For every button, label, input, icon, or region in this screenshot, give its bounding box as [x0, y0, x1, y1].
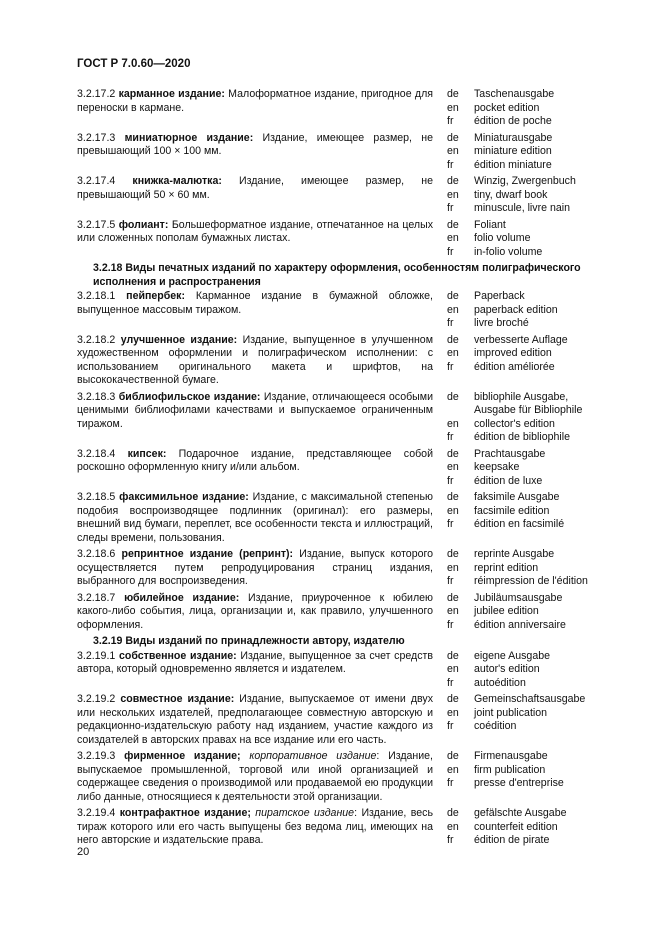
equivalent-term: miniature edition [474, 145, 552, 157]
definition-text: Издание, выпущенное в улучшенном художественном оформлении и полиграфическом исполнении: с использованием оригинального макета и шрифтов, на высококачественной бумаге. [77, 333, 433, 386]
term-synonym: пиратское издание [250, 807, 355, 819]
term-name: миниатюрное издание: [124, 131, 254, 144]
language-code: de [447, 290, 459, 302]
equivalent-row [447, 562, 597, 576]
equivalent-term: Jubiläumsausgabe [474, 591, 563, 604]
definition-text: Издание, отличающееся особыми ценимыми библиофилами качествами и выпускаемое ограниченным тиражом. [77, 390, 433, 430]
equivalent-row [447, 663, 597, 677]
term-entry [77, 290, 597, 331]
equivalent-term: jubilee edition [474, 605, 539, 617]
language-code: en [447, 461, 459, 473]
language-code: de [447, 447, 459, 460]
language-code: en [447, 232, 459, 244]
equivalent-term: Firmenausgabe [474, 750, 548, 762]
equivalent-row [447, 132, 597, 146]
term-name: фирменное издание; [124, 750, 241, 762]
term-name: юбилейное издание: [124, 591, 240, 604]
foreign-equivalents [447, 290, 597, 331]
term-name: собственное издание: [119, 649, 237, 662]
equivalent-term: autor's edition [474, 663, 540, 675]
equivalent-row [447, 404, 597, 418]
language-code: en [447, 663, 459, 675]
language-code: fr [447, 474, 454, 487]
equivalent-row [447, 418, 597, 432]
equivalent-row [447, 159, 597, 173]
equivalent-row [447, 175, 597, 189]
language-code: de [447, 131, 459, 144]
term-number: 3.2.19.1 [77, 649, 116, 662]
language-code: de [447, 333, 459, 346]
term-name: библиофильское издание: [118, 390, 261, 403]
language-code: de [447, 693, 459, 705]
language-code: en [447, 145, 459, 157]
equivalent-row [447, 592, 597, 606]
term-number: 3.2.18.4 [77, 447, 116, 460]
term-number: 3.2.18.6 [77, 548, 116, 560]
foreign-equivalents [447, 807, 597, 848]
definition-text: : Издание, выпускаемое промышленной, торговой или иной организацией и содержащее сведения о производимой или продаваемой ею продукции либо данные, относящиеся к деятельности этой организации. [77, 750, 433, 803]
language-code: fr [447, 834, 454, 846]
foreign-equivalents [447, 548, 597, 589]
equivalent-row [447, 431, 597, 445]
equivalent-term: in-folio volume [474, 245, 543, 258]
language-code: de [447, 390, 459, 403]
equivalent-term: reprinte Ausgabe [474, 548, 555, 560]
language-code: en [447, 417, 459, 430]
equivalent-row [447, 202, 597, 216]
equivalent-term: joint publication [474, 706, 548, 719]
equivalent-term: presse d'entreprise [474, 777, 564, 789]
definition-text: Малоформатное издание, пригодное для переноски в кармане. [77, 88, 433, 114]
foreign-equivalents [447, 650, 597, 691]
equivalent-term: édition de luxe [474, 474, 543, 487]
equivalent-term: Taschenausgabe [474, 88, 555, 100]
term-definition [77, 807, 433, 848]
foreign-equivalents [447, 693, 597, 734]
language-code: de [447, 750, 459, 762]
equivalent-row [447, 548, 597, 562]
equivalent-term: counterfeit edition [474, 820, 558, 833]
equivalent-row [447, 115, 597, 129]
equivalent-term: réimpression de l'édition [474, 575, 588, 587]
equivalent-term: reprint edition [474, 561, 539, 574]
language-code: fr [447, 317, 454, 329]
definition-text: Издание, выпуск которого осуществляется путем репродуцирования страниц издания, выбранного для воспроизведения. [77, 548, 434, 587]
term-definition [77, 750, 433, 804]
equivalent-row [447, 145, 597, 159]
definition-text: Издание, имеющее размер, не превышающий 100 × 100 мм. [77, 131, 433, 157]
equivalent-term: coédition [474, 720, 517, 732]
language-code: en [447, 347, 459, 359]
term-entry [77, 391, 597, 445]
equivalent-row [447, 361, 597, 375]
language-code: de [447, 175, 459, 187]
term-number: 3.2.17.5 [77, 218, 116, 231]
equivalent-row [447, 189, 597, 203]
equivalent-row [447, 347, 597, 361]
equivalent-row [447, 821, 597, 835]
equivalent-row [447, 750, 597, 764]
equivalent-row [447, 764, 597, 778]
equivalent-row [447, 219, 597, 233]
equivalent-term: édition de poche [474, 115, 552, 127]
language-code: de [447, 649, 459, 662]
term-name: совместное издание: [120, 693, 235, 705]
term-entry [77, 175, 597, 216]
term-number: 3.2.18.1 [77, 290, 116, 302]
term-entry [77, 693, 597, 747]
equivalent-row [447, 518, 597, 532]
equivalent-row [447, 807, 597, 821]
equivalent-term: folio volume [474, 232, 531, 244]
foreign-equivalents [447, 391, 597, 445]
equivalent-term: firm publication [474, 763, 546, 776]
equivalent-term: verbesserte Auflage [474, 333, 568, 346]
equivalent-term: Winzig, Zwergenbuch [474, 175, 576, 187]
language-code: en [447, 763, 459, 776]
term-entry [77, 448, 597, 489]
term-number: 3.2.17.4 [77, 175, 116, 187]
equivalent-term: paperback edition [474, 303, 558, 316]
foreign-equivalents [447, 334, 597, 375]
equivalent-term: édition anniversaire [474, 618, 566, 631]
document-header: ГОСТ Р 7.0.60—2020 [77, 58, 191, 70]
language-code: de [447, 807, 459, 819]
language-code: fr [447, 202, 454, 214]
equivalent-row [447, 720, 597, 734]
equivalent-row [447, 317, 597, 331]
term-definition [77, 592, 433, 633]
definition-text: Издание, выпускаемое от имени двух или нескольких издателей, предполагающее совместную авторскую и редакционно-издательскую работу над изданием, участие каждого из соиздателей в авторских правах на все издание или его часть. [77, 693, 433, 746]
equivalent-row [447, 575, 597, 589]
equivalent-term: édition améliorée [474, 360, 555, 373]
glossary-content [77, 88, 597, 851]
term-name: карманное издание: [118, 88, 225, 100]
term-definition [77, 88, 433, 115]
equivalent-row [447, 650, 597, 664]
term-definition [77, 548, 433, 589]
equivalent-row [447, 777, 597, 791]
language-code: de [447, 491, 459, 503]
language-code: de [447, 591, 459, 604]
equivalent-term: facsimile edition [474, 504, 550, 517]
language-code: en [447, 820, 459, 833]
language-code: en [447, 188, 459, 201]
term-name: фолиант: [118, 218, 169, 231]
equivalent-row [447, 693, 597, 707]
term-definition [77, 219, 433, 246]
term-entry [77, 88, 597, 129]
term-name: кипсек: [127, 447, 167, 460]
equivalent-row [447, 491, 597, 505]
language-code: fr [447, 618, 454, 631]
term-definition [77, 491, 433, 545]
foreign-equivalents [447, 592, 597, 633]
equivalent-term: keepsake [474, 461, 520, 473]
equivalent-term: faksimile Ausgabe [474, 491, 560, 503]
term-definition [77, 448, 433, 475]
foreign-equivalents [447, 132, 597, 173]
definition-text: : Издание, весь тираж которого или его часть выпущены без ведома лиц, имеющих на него авторские и издательские права. [77, 807, 433, 846]
language-code: en [447, 504, 459, 517]
equivalent-term: Gemeinschaftsausgabe [474, 693, 586, 705]
equivalent-row [447, 290, 597, 304]
term-entry [77, 219, 597, 260]
language-code: fr [447, 360, 454, 373]
equivalent-term: improved edition [474, 347, 552, 359]
term-definition [77, 290, 433, 317]
equivalent-term: Ausgabe für Bibliophile [474, 404, 583, 416]
language-code: de [447, 548, 459, 560]
equivalent-term: pocket edition [474, 101, 540, 114]
equivalent-row [447, 102, 597, 116]
language-code: de [447, 88, 459, 100]
term-entry [77, 548, 597, 589]
term-name: пейпербек: [126, 290, 186, 302]
equivalent-row [447, 334, 597, 348]
term-entry [77, 132, 597, 173]
equivalent-term: édition de bibliophile [474, 431, 571, 443]
equivalent-term: collector's edition [474, 417, 555, 430]
term-name: репринтное издание (репринт): [121, 548, 294, 560]
equivalent-row [447, 505, 597, 519]
term-number: 3.2.19.2 [77, 693, 116, 705]
equivalent-row [447, 707, 597, 721]
equivalent-row [447, 605, 597, 619]
equivalent-row [447, 677, 597, 691]
language-code: fr [447, 115, 454, 127]
definition-text: Издание, выпущенное за счет средств автора, который одновременно является и издателем. [77, 649, 433, 675]
equivalent-row [447, 834, 597, 848]
equivalent-row [447, 448, 597, 462]
language-code: fr [447, 158, 454, 171]
term-entry [77, 491, 597, 545]
term-number: 3.2.18.3 [77, 390, 116, 403]
term-entry [77, 592, 597, 633]
definition-text: Подарочное издание, представляющее собой роскошно оформленную книгу и/или альбом. [77, 447, 433, 473]
equivalent-term: gefälschte Ausgabe [474, 807, 567, 819]
equivalent-term: Paperback [474, 290, 525, 302]
foreign-equivalents [447, 491, 597, 532]
language-code: fr [447, 431, 454, 443]
foreign-equivalents [447, 448, 597, 489]
equivalent-term: édition miniature [474, 158, 552, 171]
language-code: fr [447, 518, 454, 530]
term-synonym: корпоративное издание [240, 750, 377, 762]
term-number: 3.2.18.2 [77, 333, 116, 346]
equivalent-row [447, 88, 597, 102]
term-number: 3.2.18.5 [77, 491, 116, 503]
language-code: fr [447, 245, 454, 258]
foreign-equivalents [447, 88, 597, 129]
term-name: контрафактное издание; [119, 807, 251, 819]
definition-text: Издание, имеющее размер, не превышающий 50 × 60 мм. [77, 175, 433, 201]
definition-text: Карманное издание в бумажной обложке, выпущенное массовым тиражом. [77, 290, 433, 316]
equivalent-term: minuscule, livre nain [474, 202, 570, 214]
page-number: 20 [77, 846, 90, 858]
term-entry [77, 807, 597, 848]
definition-text: Большеформатное издание, отпечатанное на целых или сложенных пополам бумажных листах. [77, 218, 433, 244]
term-entry [77, 750, 597, 804]
term-definition [77, 175, 433, 202]
equivalent-row [447, 304, 597, 318]
term-definition [77, 693, 433, 747]
term-number: 3.2.17.3 [77, 131, 116, 144]
equivalent-row [447, 461, 597, 475]
term-name: книжка-малютка: [132, 175, 222, 187]
definition-text: Издание, с максимальной степенью подобия воспроизводящее подлинник (оригинал): его размеры, внешний вид бумаги, переплет, все особенности текста и иллюстраций, следы времени, пользования. [77, 491, 434, 544]
language-code: fr [447, 720, 454, 732]
section-heading: 3.2.18 Виды печатных изданий по характеру оформления, особенностям полиграфического исполнения и распространения [93, 262, 581, 288]
equivalent-row [447, 232, 597, 246]
equivalent-row [447, 475, 597, 489]
language-code: fr [447, 575, 454, 587]
equivalent-term: autoédition [474, 676, 526, 689]
term-definition [77, 650, 433, 677]
equivalent-term: bibliophile Ausgabe, [474, 390, 569, 403]
term-number: 3.2.18.7 [77, 591, 116, 604]
language-code: en [447, 561, 459, 574]
term-number: 3.2.19.4 [77, 807, 116, 819]
equivalent-term: édition de pirate [474, 834, 550, 846]
language-code: de [447, 218, 459, 231]
term-definition [77, 391, 433, 432]
language-code: en [447, 101, 459, 114]
equivalent-row [447, 619, 597, 633]
language-code: fr [447, 777, 454, 789]
language-code: fr [447, 676, 454, 689]
equivalent-term: Foliant [474, 218, 506, 231]
foreign-equivalents [447, 750, 597, 791]
term-number: 3.2.17.2 [77, 88, 116, 100]
equivalent-term: tiny, dwarf book [474, 188, 548, 201]
term-number: 3.2.19.3 [77, 750, 116, 762]
equivalent-term: Miniaturausgabe [474, 131, 553, 144]
definition-text: Издание, приуроченное к юбилею какого-либо события, лица, организации и, как правило, улучшенного оформления. [77, 591, 433, 631]
language-code: en [447, 303, 459, 316]
equivalent-row [447, 246, 597, 260]
foreign-equivalents [447, 175, 597, 216]
foreign-equivalents [447, 219, 597, 260]
term-name: улучшенное издание: [120, 333, 238, 346]
equivalent-row [447, 391, 597, 405]
language-code: en [447, 706, 459, 719]
term-definition [77, 334, 433, 388]
equivalent-term: Prachtausgabe [474, 447, 546, 460]
term-entry [77, 334, 597, 388]
term-name: факсимильное издание: [119, 491, 249, 503]
equivalent-term: édition en facsimilé [474, 518, 565, 530]
term-entry [77, 650, 597, 691]
section-heading: 3.2.19 Виды изданий по принадлежности автору, издателю [93, 635, 405, 647]
language-code [447, 404, 474, 418]
term-definition [77, 132, 433, 159]
equivalent-term: livre broché [474, 317, 529, 329]
equivalent-term: eigene Ausgabe [474, 649, 550, 662]
language-code: en [447, 605, 459, 617]
